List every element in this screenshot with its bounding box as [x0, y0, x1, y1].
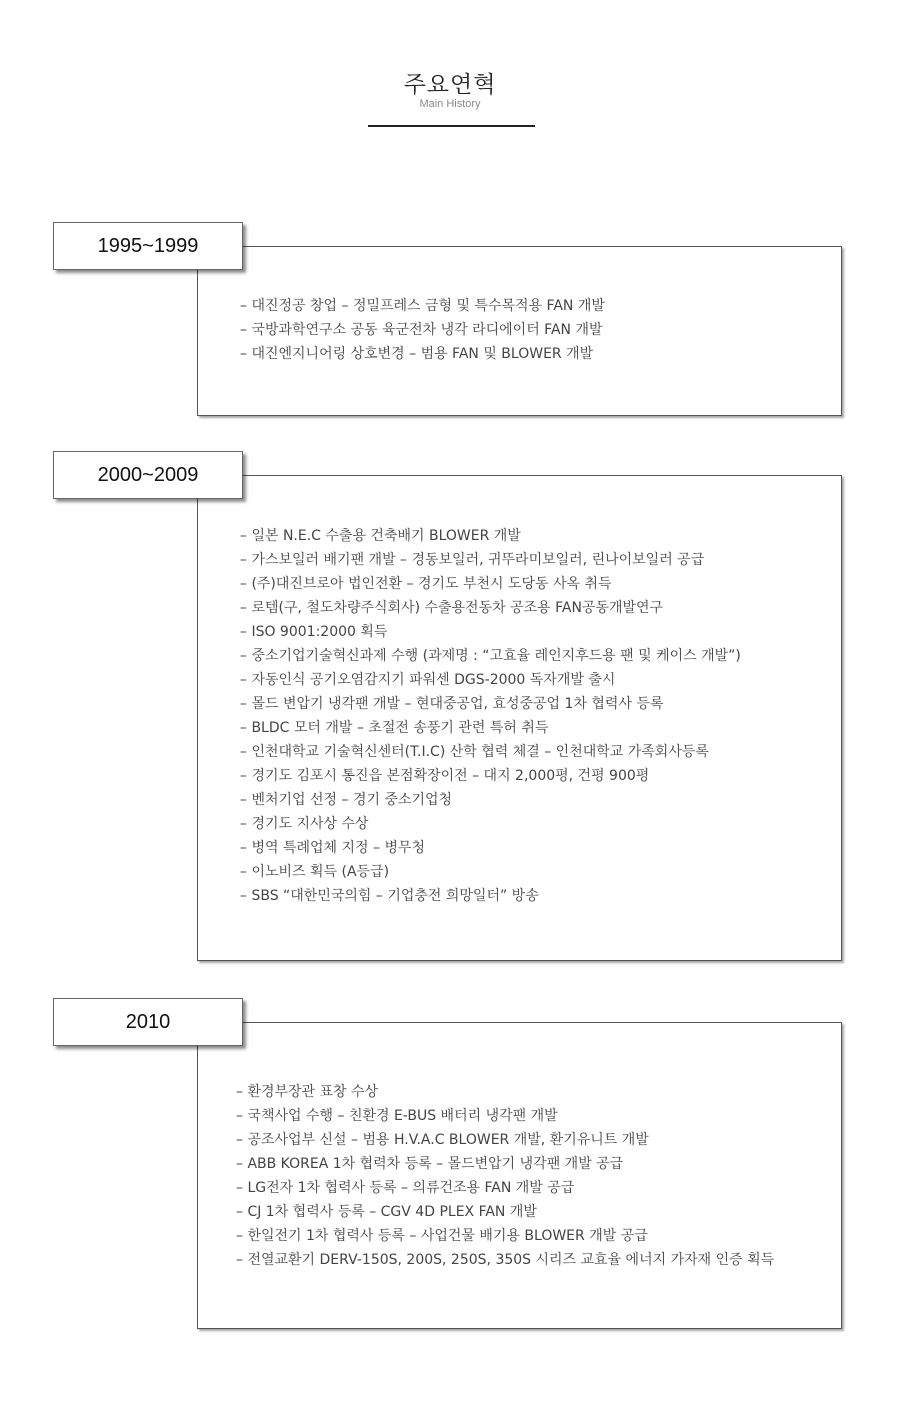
year-tab: 2000~2009 [53, 451, 243, 499]
history-item: – 국책사업 수행 – 친환경 E-BUS 배터리 냉각팬 개발 [236, 1108, 558, 1124]
history-item-list [236, 1080, 774, 1272]
history-item-list [240, 524, 741, 908]
history-item: – 자동인식 공기오염감지기 파워센 DGS-2000 독자개발 출시 [240, 672, 616, 688]
history-item: – 이노비즈 획득 (A등급) [240, 864, 390, 880]
history-item: – BLDC 모터 개발 – 초절전 송풍기 관련 특허 취득 [240, 720, 549, 736]
history-item: – 인천대학교 기술혁신센터(T.I.C) 산학 협력 체결 – 인천대학교 가족회사등록 [240, 744, 709, 760]
history-item: – 환경부장관 표창 수상 [236, 1084, 379, 1100]
year-tab: 1995~1999 [53, 222, 243, 270]
history-item: – SBS “대한민국의힘 – 기업충전 희망일터” 방송 [240, 888, 539, 904]
year-tab: 2010 [53, 998, 243, 1046]
history-item: – 가스보일러 배기팬 개발 – 경동보일러, 귀뚜라미보일러, 린나이보일러 공급 [240, 552, 705, 568]
page-subtitle: Main History [419, 98, 481, 110]
history-item: – 대진정공 창업 – 정밀프레스 금형 및 특수목적용 FAN 개발 [240, 298, 605, 314]
history-item: – 로템(구, 철도차량주식회사) 수출용전동차 공조용 FAN공동개발연구 [240, 600, 664, 616]
history-item-list [240, 294, 605, 366]
history-item: – ISO 9001:2000 획득 [240, 624, 388, 640]
history-item: – ABB KOREA 1차 협력차 등록 – 몰드변압기 냉각팬 개발 공급 [236, 1156, 624, 1172]
history-item: – LG전자 1차 협력사 등록 – 의류건조용 FAN 개발 공급 [236, 1180, 575, 1196]
history-item: – 한일전기 1차 협력사 등록 – 사업건물 배기용 BLOWER 개발 공급 [236, 1228, 648, 1244]
history-item: – 일본 N.E.C 수출용 건축배기 BLOWER 개발 [240, 528, 521, 544]
history-item: – (주)대진브로아 법인전환 – 경기도 부천시 도당동 사옥 취득 [240, 576, 612, 592]
history-item: – 국방과학연구소 공동 육군전차 냉각 라디에이터 FAN 개발 [240, 322, 603, 338]
history-item: – 전열교환기 DERV-150S, 200S, 250S, 350S 시리즈 교효율 에너지 가자재 인증 획득 [236, 1252, 775, 1268]
title-underline [368, 125, 535, 127]
history-item: – CJ 1차 협력사 등록 – CGV 4D PLEX FAN 개발 [236, 1204, 537, 1220]
page-title: 주요연혁 [403, 72, 497, 98]
history-item: – 몰드 변압기 냉각팬 개발 – 현대중공업, 효성중공업 1차 협력사 등록 [240, 696, 664, 712]
history-item: – 경기도 지사상 수상 [240, 816, 369, 832]
history-item: – 중소기업기술혁신과제 수행 (과제명 : “고효율 레인지후드용 팬 및 케이스 개발”) [240, 648, 741, 664]
history-item: – 병역 특례업체 지정 – 병무청 [240, 840, 426, 856]
history-item: – 벤처기업 선정 – 경기 중소기업청 [240, 792, 453, 808]
history-item: – 공조사업부 신설 – 범용 H.V.A.C BLOWER 개발, 환기유니트 개발 [236, 1132, 649, 1148]
history-item: – 대진엔지니어링 상호변경 – 범용 FAN 및 BLOWER 개발 [240, 346, 594, 362]
history-item: – 경기도 김포시 통진읍 본점확장이전 – 대지 2,000평, 건평 900평 [240, 768, 650, 784]
